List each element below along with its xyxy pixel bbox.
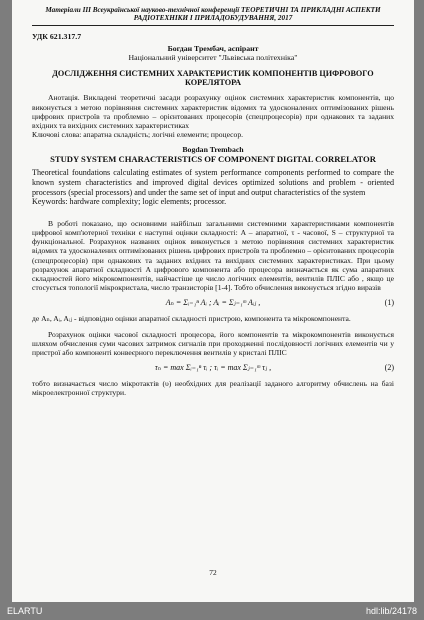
equation-1-number: (1)	[384, 298, 394, 308]
author-ua: Богдан Трембач, аспірант	[167, 43, 259, 53]
abstract-en: Theoretical foundations calculating estimates of system performance components performed to compare the known system characteristics and improved digital devices optimized solutions and problem - oriented processors (special processors) and under the same set of input and output characteristics of the system	[32, 168, 394, 197]
body-paragraph-2: де Aₙ, Aᵢ, Aᵢⱼ - відповідно оцінки апаратної складності пристрою, компонента та мікрокомпонента.	[32, 314, 351, 324]
title-ua: ДОСЛІДЖЕННЯ СИСТЕМНИХ ХАРАКТЕРИСТИК КОМПОНЕНТІВ ЦИФРОВОГО КОРЕЛЯТОРА	[52, 68, 374, 88]
footer-repository-name: ELARTU	[7, 606, 43, 616]
keywords-en: Keywords: hardware complexity; logic elements; processor.	[32, 197, 227, 207]
equation-2	[32, 357, 394, 379]
equation-2-number: (2)	[384, 363, 394, 373]
body-paragraph-3: Розрахунок оцінки часової складності процесора, його компонентів та мікрокомпонентів виконується шляхом обчислення суми часових затримок сигналів при проходженні послідовності логічних елементів чи у пристрої або компоненті конвеєрного переключення вентилів у кристалі ПЛІС	[32, 329, 394, 358]
affiliation-ua: Національний університет "Львівська політехніка"	[128, 53, 298, 63]
abstract-ua: Анотація. Викладені теоретичні засади розрахунку оцінок системних характеристик компонентів, що виконується з метою порівняння системних характеристик відомих та удосконалених оптимізованих рішень цифрових пристроїв та проблемно – орієнтованих процесорів (спецпроцесорів) при однакових та заданих вхідних та вихідних системних характеристиках	[32, 93, 394, 131]
header-rule	[32, 25, 394, 26]
equation-2-formula: τₙ = max Σᵢ₌₁ⁿ τᵢ ; τᵢ = max Σⱼ₌₁ᵐ τⱼ ,	[154, 363, 272, 373]
keywords-ua: Ключові слова: апаратна складність; логічні елементи; процесор.	[32, 130, 244, 140]
body-paragraph-1: В роботі показано, що основними найбільш загальними системними характеристиками компонентів цифрової комп'ютерної техніки є наступні оцінки складності: A – апаратної, τ - часової, S – структурної та функціональної. Розрахунок названих оцінок виконується з метою порівняння системних характеристик відомих та удосконалених оптимізованих рішень цифрових пристроїв та проблемно – орієнтованих процесорів (спецпроцесорів) при однакових та заданих вхідних та вихідних системних характеристиках. При цьому розрахунок апаратної складності A цифрового компонента або процесора визначається як сума апаратних складностей його мікрокомпонентів, найчастіше це число логічних елементів, вентилів ПЛІС або , якщо це стосується топології мікрокристала, число транзисторів [1-4]. Тобто обчислення виконується згідно виразів	[32, 218, 394, 293]
udk-code: УДК 621.317.7	[32, 31, 82, 41]
repository-footer	[0, 602, 424, 620]
document-page	[12, 0, 414, 602]
footer-handle: hdl:lib/24178	[365, 606, 417, 616]
equation-1-formula: Aₙ = Σᵢ₌₁ⁿ Aᵢ ; Aᵢ = Σⱼ₌₁ᵐ Aᵢⱼ ,	[165, 298, 261, 308]
conference-header: Матеріали III Всеукраїнської науково-технічної конференції ТЕОРЕТИЧНІ ТА ПРИКЛАДНІ АСПЕКТИ РАДІОТЕХНІКИ І ПРИЛАДОБУДУВАННЯ, 2017	[45, 6, 381, 23]
author-en: Bogdan Trembach	[182, 145, 244, 155]
body-paragraph-4: тобто визначається число мікротактів (υ) необхідних для реалізації заданого алгоритму обчислень на базі мікроелектронної структури.	[32, 379, 394, 398]
equation-1	[32, 292, 394, 314]
title-en: STUDY SYSTEM CHARACTERISTICS OF COMPONENT DIGITAL CORRELATOR	[50, 153, 376, 164]
page-number: 72	[209, 568, 217, 577]
